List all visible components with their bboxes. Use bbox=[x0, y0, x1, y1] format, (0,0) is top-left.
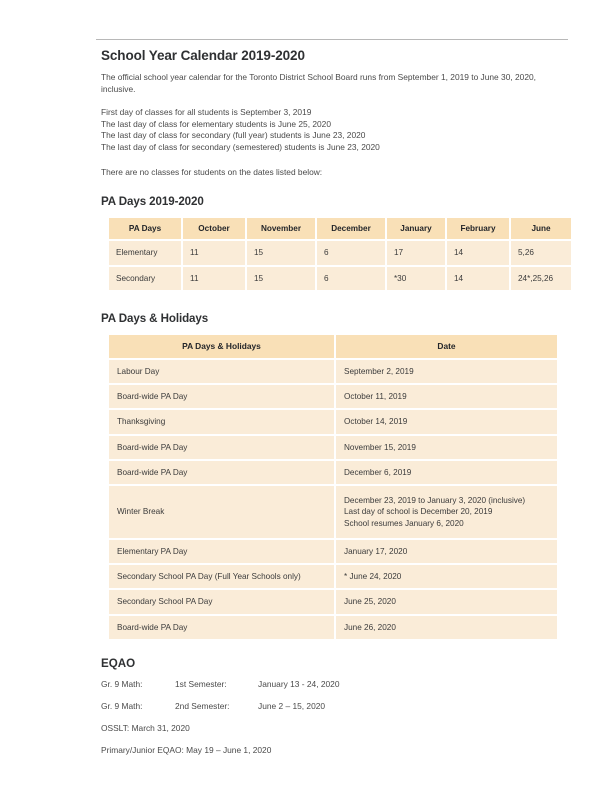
eqao-label: Gr. 9 Math: bbox=[101, 678, 143, 689]
cell-june: 5,26 bbox=[511, 241, 571, 264]
table-row bbox=[109, 385, 557, 408]
key-date-line: First day of classes for all students is September 3, 2019 bbox=[101, 107, 312, 118]
cell-date: June 25, 2020 bbox=[336, 590, 557, 613]
cell-event: Secondary School PA Day (Full Year Schools only) bbox=[109, 565, 334, 588]
column-header-december: December bbox=[317, 218, 385, 239]
cell-event: Winter Break bbox=[109, 486, 334, 538]
cell-january: 17 bbox=[387, 241, 445, 264]
holidays-table bbox=[107, 333, 559, 641]
cell-event: Elementary PA Day bbox=[109, 540, 334, 563]
cell-event: Labour Day bbox=[109, 360, 334, 383]
eqao-value: March 31, 2020 bbox=[131, 722, 190, 733]
column-header-date: Date bbox=[336, 335, 557, 358]
eqao-value: May 19 – June 1, 2020 bbox=[186, 744, 272, 755]
table-row bbox=[109, 410, 557, 433]
column-header-pa-days: PA Days bbox=[109, 218, 181, 239]
column-header-january: January bbox=[387, 218, 445, 239]
column-header-october: October bbox=[183, 218, 245, 239]
cell-date-line: School resumes January 6, 2020 bbox=[344, 518, 464, 528]
intro-paragraph: The official school year calendar for the Toronto District School Board runs from September 1, 2019 to June 30, 2020, inclusive. bbox=[101, 72, 536, 94]
cell-date: June 26, 2020 bbox=[336, 616, 557, 639]
cell-december: 6 bbox=[317, 267, 385, 290]
cell-june: 24*,25,26 bbox=[511, 267, 571, 290]
table-row bbox=[109, 565, 557, 588]
cell-date bbox=[336, 486, 557, 538]
key-date-line: The last day of class for elementary students is June 25, 2020 bbox=[101, 118, 331, 129]
eqao-label: Primary/Junior EQAO: bbox=[101, 744, 184, 755]
eqao-row bbox=[101, 701, 561, 712]
key-date-line: The last day of class for secondary (full year) students is June 23, 2020 bbox=[101, 130, 366, 141]
cell-date: September 2, 2019 bbox=[336, 360, 557, 383]
cell-event: Board-wide PA Day bbox=[109, 385, 334, 408]
cell-december: 6 bbox=[317, 241, 385, 264]
table-row bbox=[109, 360, 557, 383]
cell-date-line: December 23, 2019 to January 3, 2020 (inclusive) bbox=[344, 496, 526, 506]
cell-november: 15 bbox=[247, 267, 315, 290]
table-row bbox=[109, 540, 557, 563]
table-row bbox=[109, 616, 557, 639]
table-header-row bbox=[109, 218, 571, 239]
table-header-row bbox=[109, 335, 557, 358]
table-row bbox=[109, 241, 571, 264]
column-header-february: February bbox=[447, 218, 509, 239]
eqao-semester: 2nd Semester: bbox=[175, 700, 230, 711]
cell-date: January 17, 2020 bbox=[336, 540, 557, 563]
cell-october: 11 bbox=[183, 267, 245, 290]
eqao-label: OSSLT: bbox=[101, 722, 130, 733]
table-row bbox=[109, 590, 557, 613]
pa-days-heading: PA Days 2019-2020 bbox=[101, 195, 204, 209]
eqao-row bbox=[101, 723, 561, 734]
cell-date-line: Last day of school is December 20, 2019 bbox=[344, 507, 493, 517]
table-row bbox=[109, 461, 557, 484]
cell-event: Secondary School PA Day bbox=[109, 590, 334, 613]
pa-days-table bbox=[107, 216, 573, 292]
column-header-june: June bbox=[511, 218, 571, 239]
cell-date: October 11, 2019 bbox=[336, 385, 557, 408]
document-content bbox=[101, 48, 561, 767]
no-classes-note: There are no classes for students on the dates listed below: bbox=[101, 166, 323, 177]
table-row bbox=[109, 486, 557, 538]
cell-november: 15 bbox=[247, 241, 315, 264]
holidays-heading: PA Days & Holidays bbox=[101, 311, 209, 325]
eqao-heading: EQAO bbox=[101, 656, 136, 670]
cell-date: November 15, 2019 bbox=[336, 436, 557, 459]
cell-event: Board-wide PA Day bbox=[109, 461, 334, 484]
column-header-event: PA Days & Holidays bbox=[109, 335, 334, 358]
page-title: School Year Calendar 2019-2020 bbox=[101, 48, 305, 63]
cell-february: 14 bbox=[447, 267, 509, 290]
table-row bbox=[109, 436, 557, 459]
eqao-semester: 1st Semester: bbox=[175, 678, 227, 689]
column-header-november: November bbox=[247, 218, 315, 239]
cell-event: Board-wide PA Day bbox=[109, 436, 334, 459]
key-dates-list bbox=[101, 107, 561, 153]
eqao-value: June 2 – 15, 2020 bbox=[258, 700, 326, 711]
eqao-label: Gr. 9 Math: bbox=[101, 700, 143, 711]
eqao-row bbox=[101, 679, 561, 690]
key-date-line: The last day of class for secondary (semestered) students is June 23, 2020 bbox=[101, 141, 380, 152]
cell-date: December 6, 2019 bbox=[336, 461, 557, 484]
cell-date: October 14, 2019 bbox=[336, 410, 557, 433]
cell-january: *30 bbox=[387, 267, 445, 290]
cell-event: Thanksgiving bbox=[109, 410, 334, 433]
header-divider bbox=[96, 39, 568, 40]
cell-level: Elementary bbox=[109, 241, 181, 264]
cell-february: 14 bbox=[447, 241, 509, 264]
cell-october: 11 bbox=[183, 241, 245, 264]
cell-date: * June 24, 2020 bbox=[336, 565, 557, 588]
cell-event: Board-wide PA Day bbox=[109, 616, 334, 639]
eqao-row bbox=[101, 745, 561, 756]
table-row bbox=[109, 267, 571, 290]
eqao-value: January 13 - 24, 2020 bbox=[258, 678, 340, 689]
cell-level: Secondary bbox=[109, 267, 181, 290]
